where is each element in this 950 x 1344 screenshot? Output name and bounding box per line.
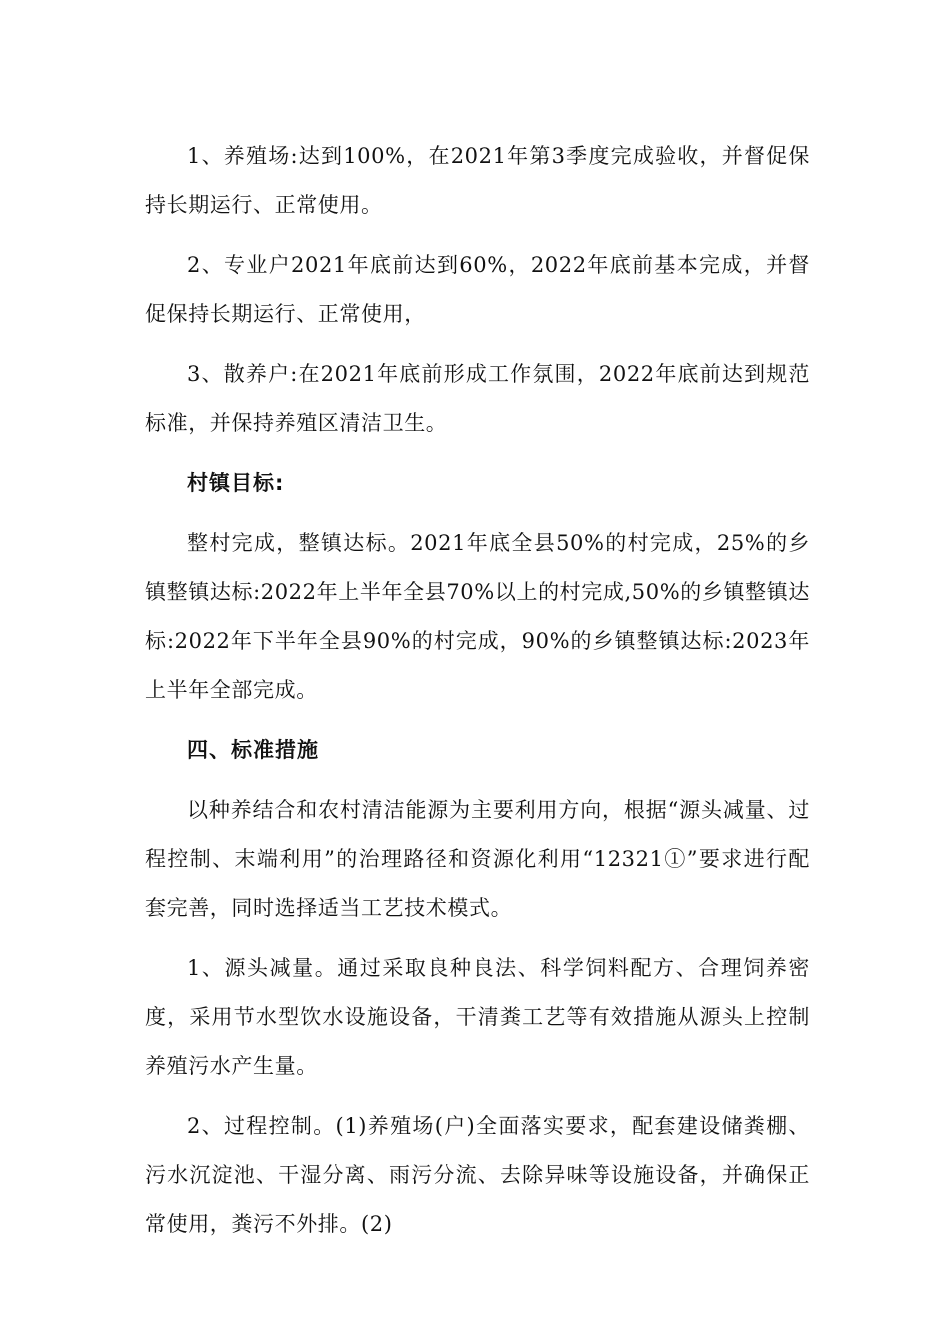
paragraph-scattered-household: 3、散养户:在2021年底前形成工作氛围，2022年底前达到规范标准，并保持养殖区清洁卫生。 — [145, 362, 810, 435]
heading-standard-measures: 四、标准措施 — [187, 738, 319, 762]
paragraph-source-reduction: 1、源头减量。通过采取良种良法、科学饲料配方、合理饲养密度，采用节水型饮水设施设备，干清粪工艺等有效措施从源头上控制养殖污水产生量。 — [145, 956, 810, 1078]
paragraph-specialized-household: 2、专业户2021年底前达到60%，2022年底前基本完成，并督促保持长期运行、正常使用， — [145, 253, 810, 326]
paragraph-village-town-goals: 整村完成，整镇达标。2021年底全县50%的村完成，25%的乡镇整镇达标:2022年上半年全县70%以上的村完成,50%的乡镇整镇达标:2022年下半年全县90%的村完成，90%的乡镇整镇达标:2023年上半年全部完成。 — [145, 531, 810, 702]
paragraph-process-control: 2、过程控制。(1)养殖场(户)全面落实要求，配套建设储粪棚、污水沉淀池、干湿分离、雨污分流、去除异味等设施设备，并确保正常使用，粪污不外排。(2) — [145, 1114, 810, 1236]
document-body — [145, 132, 810, 1260]
paragraph-measures-intro: 以种养结合和农村清洁能源为主要利用方向，根据“源头减量、过程控制、末端利用”的治理路径和资源化利用“12321①”要求进行配套完善，同时选择适当工艺技术模式。 — [145, 798, 810, 920]
paragraph-breeding-farm: 1、养殖场:达到100%，在2021年第3季度完成验收，并督促保持长期运行、正常使用。 — [145, 144, 810, 217]
heading-village-town-goals: 村镇目标: — [187, 471, 285, 495]
